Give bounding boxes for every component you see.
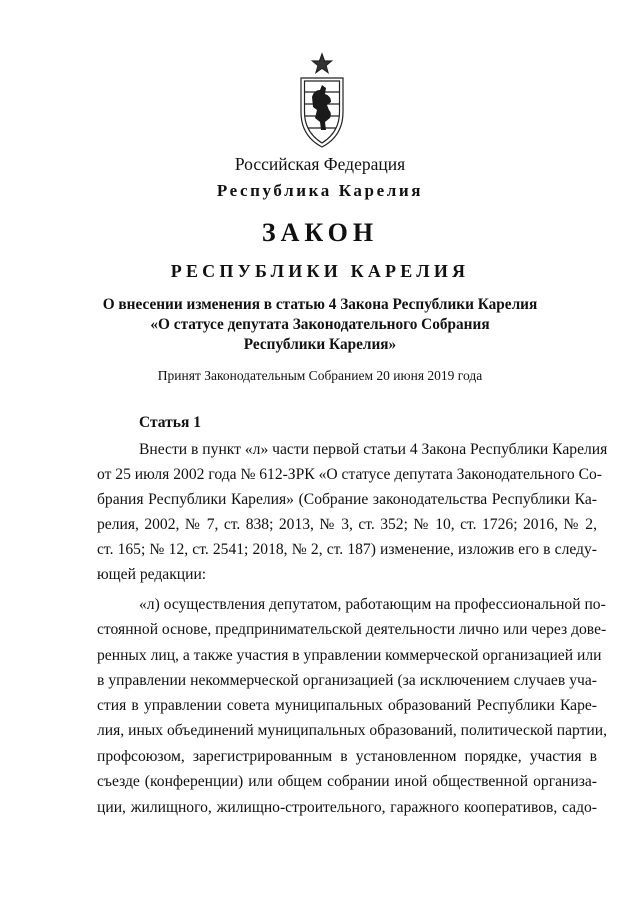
body-text-line: стоянной основе, предпринимательской деятельности лично или через дове- — [97, 621, 607, 638]
country-name: Российская Федерация — [234, 154, 406, 174]
republic-name: Республика Карелия — [216, 181, 424, 200]
body-text-line: ренных лиц, а также участия в управлении коммерческой организацией или — [97, 647, 602, 664]
document-issuer-title: РЕСПУБЛИКИ КАРЕЛИЯ — [170, 261, 470, 281]
article-heading: Статья 1 — [139, 414, 201, 431]
body-text-line: брания Республики Карелия» (Собрание законодательства Республики Ка- — [97, 491, 597, 508]
law-subject-line: Республики Карелия» — [243, 336, 397, 353]
body-text-line: Внести в пункт «л» части первой статьи 4 Закона Республики Карелия — [139, 441, 608, 458]
body-text-line: от 25 июля 2002 года № 612-ЗРК «О статусе депутата Законодательного Со- — [97, 466, 602, 483]
body-text-line: ции, жилищного, жилищно-строительного, гаражного кооперативов, садо- — [97, 799, 597, 816]
body-text-line: профсоюзом, зарегистрированным в установленном порядке, участия в — [97, 748, 597, 765]
adoption-note: Принят Законодательным Собранием 20 июня 2019 года — [157, 368, 483, 383]
body-text-line: «л) осуществления депутатом, работающим на профессиональной по- — [139, 596, 606, 613]
document-type-title: ЗАКОН — [261, 218, 379, 247]
body-text-line: в управлении некоммерческой организацией (за исключением случаев уча- — [97, 672, 597, 689]
law-subject-line: О внесении изменения в статью 4 Закона Республики Карелия — [102, 296, 538, 313]
body-text-line: стия в управлении совета муниципальных образований Республики Каре- — [97, 697, 597, 714]
body-text-line: релия, 2002, № 7, ст. 838; 2013, № 3, ст. 352; № 10, ст. 1726; 2016, № 2, — [97, 516, 597, 533]
karelia-coat-of-arms-icon — [292, 52, 352, 150]
body-text-line: лия, иных объединений муниципальных образований, политической партии, — [97, 722, 608, 739]
body-text-line: ющей редакции: — [97, 566, 207, 583]
law-subject-line: «О статусе депутата Законодательного Собрания — [150, 316, 490, 333]
body-text-line: ст. 165; № 12, ст. 2541; 2018, № 2, ст. 187) изменение, изложив его в следу- — [97, 541, 597, 558]
body-text-line: съезде (конференции) или общем собрании иной общественной организа- — [97, 773, 597, 790]
